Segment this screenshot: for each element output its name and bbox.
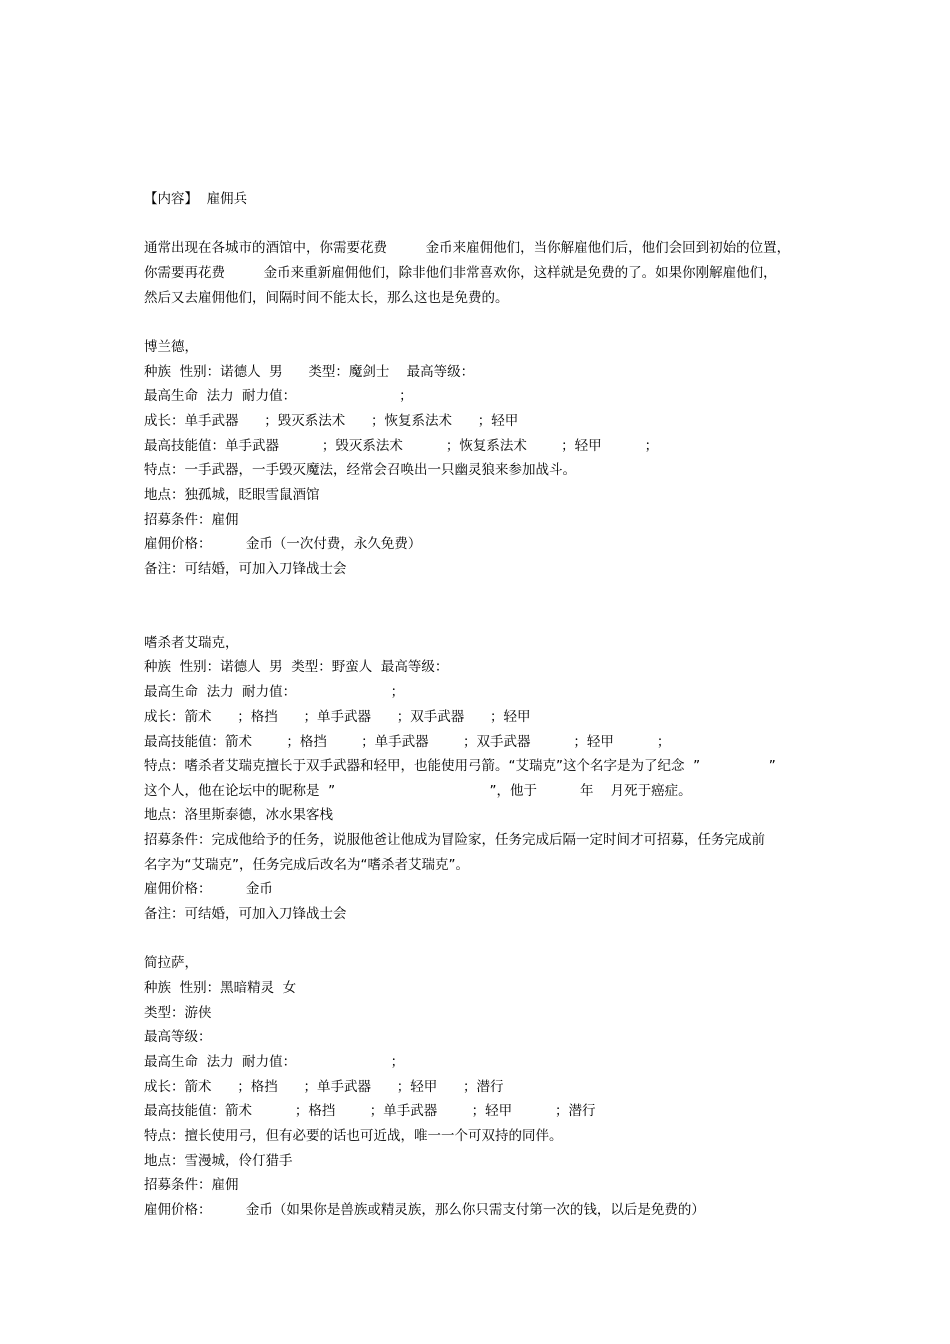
merc-line: 最高生命 法力 耐力值： ； <box>144 388 413 404</box>
intro-line: 你需要再花费 金币来重新雇佣他们，除非他们非常喜欢你，这样就是免费的了。如果你刚解雇他们， <box>144 265 777 281</box>
merc-name: 嗜杀者艾瑞克， <box>144 635 239 651</box>
merc-line: 备注：可结婚，可加入刀锋战士会 <box>144 561 347 577</box>
merc-name: 博兰德， <box>144 339 198 355</box>
merc-line: 成长：箭术 ；格挡 ；单手武器 ；轻甲 ；潜行 <box>144 1079 504 1095</box>
merc-line: 类型：游侠 <box>144 1005 212 1021</box>
merc-line: 最高等级： <box>144 1029 212 1045</box>
merc-line: 备注：可结婚，可加入刀锋战士会 <box>144 906 347 922</box>
merc-line: 特点：嗜杀者艾瑞克擅长于双手武器和轻甲，也能使用弓箭。“艾瑞克”这个名字是为了纪念 ” ” <box>144 758 776 774</box>
merc-line: 种族 性别：黑暗精灵 女 <box>144 980 297 996</box>
merc-line: 地点：洛里斯泰德，冰水果客栈 <box>144 807 333 823</box>
merc-line: 名字为“艾瑞克”，任务完成后改名为“嗜杀者艾瑞克”。 <box>144 857 469 873</box>
intro-line: 通常出现在各城市的酒馆中，你需要花费 金币来雇佣他们，当你解雇他们后，他们会回到初始的位置， <box>144 240 791 256</box>
merc-line: 特点：擅长使用弓，但有必要的话也可近战，唯一一个可双持的同伴。 <box>144 1128 563 1144</box>
merc-line: 雇佣价格： 金币 <box>144 881 273 897</box>
merc-line: 最高生命 法力 耐力值： ； <box>144 684 405 700</box>
merc-line: 种族 性别：诺德人 男 类型：魔剑士 最高等级： <box>144 364 475 380</box>
intro-line: 然后又去雇佣他们，间隔时间不能太长，那么这也是免费的。 <box>144 290 509 306</box>
merc-line: 地点：雪漫城，伶仃猎手 <box>144 1153 293 1169</box>
merc-line: 最高技能值：箭术 ；格挡 ；单手武器 ；轻甲 ；潜行 <box>144 1103 596 1119</box>
merc-line: 雇佣价格： 金币（一次付费，永久免费） <box>144 536 422 552</box>
merc-line: 地点：独孤城，眨眼雪鼠酒馆 <box>144 487 320 503</box>
merc-line: 雇佣价格： 金币（如果你是兽族或精灵族，那么你只需支付第一次的钱，以后是免费的） <box>144 1202 705 1218</box>
merc-line: 成长：箭术 ；格挡 ；单手武器 ；双手武器 ；轻甲 <box>144 709 531 725</box>
merc-line: 最高技能值：箭术 ；格挡 ；单手武器 ；双手武器 ；轻甲 ； <box>144 734 671 750</box>
merc-name: 简拉萨， <box>144 955 198 971</box>
merc-line: 成长：单手武器 ；毁灭系法术 ；恢复系法术 ；轻甲 <box>144 413 519 429</box>
merc-line: 最高技能值：单手武器 ；毁灭系法术 ；恢复系法术 ；轻甲 ； <box>144 438 659 454</box>
merc-line: 最高生命 法力 耐力值： ； <box>144 1054 405 1070</box>
section-header: 【内容】 雇佣兵 <box>144 191 248 207</box>
merc-line: 种族 性别：诺德人 男 类型：野蛮人 最高等级： <box>144 659 449 675</box>
merc-line: 招募条件：完成他给予的任务，说服他爸让他成为冒险家，任务完成后隔一定时间才可招募，任务完成前 <box>144 832 765 848</box>
merc-line: 这个人，他在论坛中的昵称是 ” ”，他于 年 月死于癌症。 <box>144 783 692 799</box>
merc-line: 招募条件：雇佣 <box>144 512 239 528</box>
merc-line: 特点：一手武器，一手毁灭魔法，经常会召唤出一只幽灵狼来参加战斗。 <box>144 462 576 478</box>
merc-line: 招募条件：雇佣 <box>144 1177 239 1193</box>
